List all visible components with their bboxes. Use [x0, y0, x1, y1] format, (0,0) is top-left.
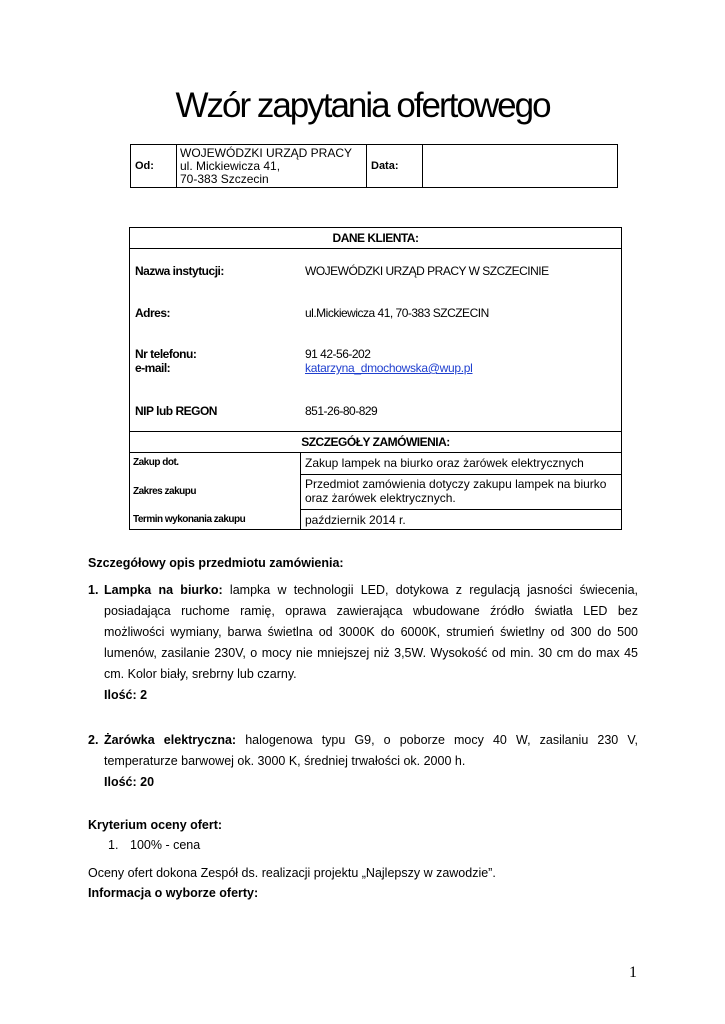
- institution-label: Nazwa instytucji:: [135, 264, 224, 278]
- item-description: halogenowa typu G9, o poborze mocy 40 W, zasilaniu 230 V, temperaturze barwowej ok. 3000 K, średniej trwałości ok. 2000 h.: [104, 733, 638, 768]
- deadline-value: październik 2014 r.: [305, 513, 406, 527]
- divider: [129, 248, 622, 249]
- order-heading: SZCZEGÓŁY ZAMÓWIENIA:: [301, 435, 450, 449]
- item-number: 1.: [88, 583, 99, 597]
- phone-value: 91 42-56-202: [305, 347, 371, 361]
- selection-heading: Informacja o wyborze oferty:: [88, 886, 259, 900]
- email-link[interactable]: katarzyna_dmochowska@wup.pl: [305, 361, 473, 375]
- divider: [129, 431, 622, 432]
- from-address: [177, 145, 367, 188]
- purchase-value: Zakup lampek na biurko oraz żarówek elektrycznych: [305, 456, 584, 470]
- scope-label: Zakres zakupu: [133, 486, 196, 497]
- item-number: 2.: [88, 733, 99, 747]
- deadline-label: Termin wykonania zakupu: [133, 514, 246, 525]
- divider: [300, 474, 622, 475]
- nip-value: 851-26-80-829: [305, 404, 378, 418]
- item-name: Lampka na biurko:: [104, 583, 223, 597]
- item-quantity: Ilość: 2: [104, 688, 148, 702]
- nip-label: NIP lub REGON: [135, 404, 217, 418]
- item-description: lampka w technologii LED, dotykowa z regulacją jasności świecenia, posiadająca ruchome ramię, oprawa zawierająca wbudowane źródło światła LED bez możliwości wymiany, barwa świetlna od 3000K do 6000K, strumień świetlny od 300 do 500 lumenów, zasilanie 230V, o mocy nie mniejszej niż 3,5W. Wysokość od min. 30 cm do max 45 cm. Kolor biały, srebrny lub czarny.: [104, 583, 639, 681]
- from-label: Od:: [131, 145, 177, 188]
- item-1: [88, 580, 638, 706]
- divider: [300, 452, 301, 530]
- criteria-heading: Kryterium oceny ofert:: [88, 818, 223, 832]
- item-quantity: Ilość: 20: [104, 775, 155, 789]
- sender-table: [130, 144, 618, 188]
- criteria-number: 1.: [108, 838, 119, 852]
- divider: [300, 509, 622, 510]
- phone-label: Nr telefonu:: [135, 347, 197, 361]
- criteria-item: 100% - cena: [130, 838, 201, 852]
- address-label: Adres:: [135, 306, 171, 320]
- purchase-label: Zakup dot.: [133, 457, 179, 468]
- item-2: [88, 730, 638, 793]
- scope-value: Przedmiot zamówienia dotyczy zakupu lampek na biurko oraz żarówek elektrycznych.: [305, 477, 607, 505]
- date-label: Data:: [367, 145, 423, 188]
- from-line: ul. Mickiewicza 41,: [180, 158, 281, 173]
- details-heading: Szczegółowy opis przedmiotu zamówienia:: [88, 556, 344, 570]
- date-value: [423, 145, 618, 188]
- page-number: 1: [629, 964, 637, 981]
- from-line: WOJEWÓDZKI URZĄD PRACY: [180, 145, 353, 160]
- from-line: 70-383 Szczecin: [180, 171, 269, 186]
- document-title: Wzór zapytania ofertowego: [175, 86, 550, 125]
- institution-value: WOJEWÓDZKI URZĄD PRACY W SZCZECINIE: [305, 264, 549, 278]
- email-label: e-mail:: [135, 361, 171, 375]
- client-heading: DANE KLIENTA:: [332, 231, 419, 245]
- address-value: ul.Mickiewicza 41, 70-383 SZCZECIN: [305, 306, 489, 320]
- divider: [129, 452, 622, 453]
- evaluation-note: Oceny ofert dokona Zespół ds. realizacji projektu „Najlepszy w zawodzie”.: [88, 866, 496, 880]
- item-name: Żarówka elektryczna:: [104, 733, 237, 747]
